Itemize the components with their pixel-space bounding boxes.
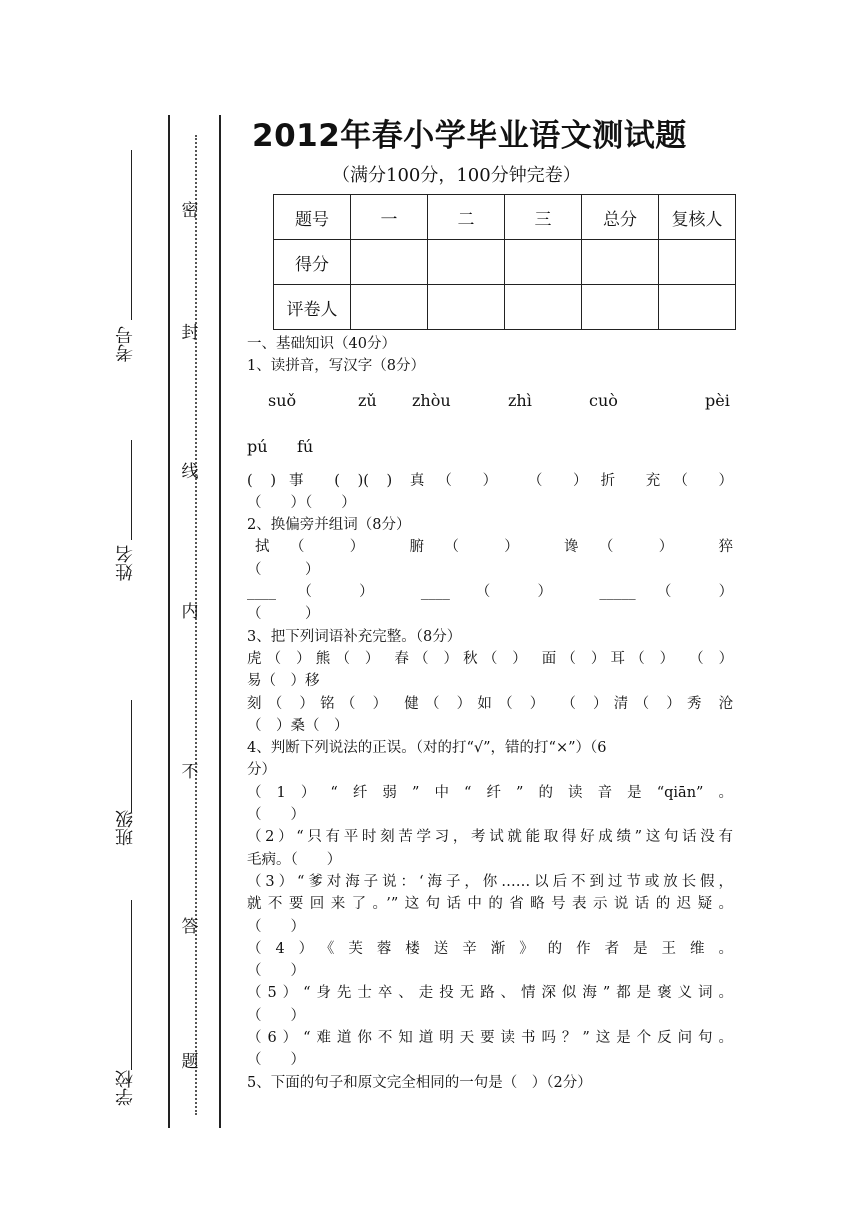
fill-text: 充（	[645, 472, 701, 489]
fill-text: ）熊（	[296, 650, 356, 667]
fill-text: 谗（	[564, 539, 634, 556]
fill-line	[131, 150, 132, 320]
fill-text: (	[247, 472, 253, 489]
fill-row: （ ）（ ）	[247, 494, 356, 511]
seal-char: 题	[181, 1052, 199, 1072]
fill-text: ）	[504, 539, 540, 556]
pinyin: pèi	[705, 390, 730, 410]
score-cell[interactable]	[582, 285, 659, 330]
fill-text: ）清（	[593, 695, 656, 712]
section-heading: 一、基础知识（40分）	[247, 336, 396, 352]
fill-text: ）	[482, 472, 511, 489]
fill-row	[247, 470, 733, 492]
score-cell[interactable]	[659, 240, 736, 285]
fill-text: （	[475, 584, 512, 601]
question-3: 3、把下列词语补充完整。（8分）	[247, 628, 462, 645]
answer-paren[interactable]: （ ）	[247, 807, 305, 824]
fill-text: 拭（	[255, 539, 325, 556]
fill-row: 易（ ）移	[247, 673, 320, 690]
fill-line	[131, 700, 132, 812]
fill-text: 健（	[404, 695, 446, 712]
fill-text: 真（	[409, 472, 465, 489]
fill-text: ____	[420, 584, 450, 601]
judgement-item: （1）“纤弱”中“纤”的读音是“qiān”。	[247, 784, 733, 801]
pinyin: cuò	[589, 390, 618, 410]
fill-row: （ ）	[247, 606, 320, 623]
fill-text: )(	[357, 472, 369, 489]
pinyin: suǒ	[268, 390, 297, 410]
score-cell[interactable]	[428, 285, 505, 330]
judgement-item-cont: 毛病。（ ）	[247, 851, 342, 868]
score-table	[273, 194, 736, 330]
pinyin: zhì	[508, 390, 532, 410]
table-cell: 一	[351, 195, 428, 240]
fill-text: ）铭（	[299, 695, 362, 712]
fill-row: （ ）桑（ ）	[247, 717, 349, 734]
score-cell[interactable]	[505, 285, 582, 330]
fill-text: ）	[372, 695, 394, 712]
fill-text: （	[527, 472, 556, 489]
fill-text: )事	[270, 472, 317, 489]
seal-char: 密	[181, 201, 199, 221]
fill-text: ）如（	[456, 695, 519, 712]
pinyin-row	[247, 378, 733, 424]
fill-text: )	[386, 472, 393, 489]
judgement-item: （6）“难道你不知道明天要读书吗？”这是个反问句。	[247, 1030, 733, 1047]
fill-text: 腑（	[409, 539, 480, 556]
seal-dotted-line	[195, 135, 197, 1115]
field-label: 学校	[115, 1070, 136, 1106]
table-row	[274, 195, 736, 240]
judgement-item: （5）“身先士卒、走投无路、情深似海”都是褒义词。	[247, 985, 733, 1002]
fill-row	[247, 648, 733, 670]
fill-text: ）	[537, 584, 574, 601]
fill-text: ）	[718, 650, 734, 667]
fill-text: 面（	[541, 650, 582, 667]
fill-text: ）	[718, 472, 734, 489]
answer-paren[interactable]: （ ）	[247, 918, 305, 935]
fill-text: (	[334, 472, 340, 489]
judgement-item: （4）《芙蓉楼送辛渐》的作者是王维。	[247, 940, 733, 957]
pinyin: fú	[297, 436, 314, 456]
fill-row	[247, 536, 733, 558]
pinyin: pú	[247, 436, 268, 456]
fill-text: ）	[512, 650, 532, 667]
fill-text: 春（	[394, 650, 434, 667]
fill-text: ）秀	[666, 695, 708, 712]
fill-text: ）耳（	[590, 650, 650, 667]
answer-paren[interactable]: （ ）	[247, 1052, 305, 1069]
table-cell: 二	[428, 195, 505, 240]
table-cell: 总分	[582, 195, 659, 240]
fill-text: _____（	[599, 584, 693, 601]
score-cell[interactable]	[505, 240, 582, 285]
seal-char: 不	[181, 762, 199, 782]
table-row	[274, 285, 736, 330]
score-cell[interactable]	[351, 285, 428, 330]
fill-text: ）折	[573, 472, 629, 489]
field-label: 班级	[115, 810, 136, 846]
fill-text: 沧	[718, 695, 734, 712]
seal-char: 内	[181, 602, 199, 622]
binding-line-inner	[219, 115, 221, 1128]
fill-text: ）	[364, 650, 385, 667]
fill-text: 刻（	[247, 695, 289, 712]
judgement-item: （3）“爹对海子说：‘海子，你……以后不到过节或放长假，	[247, 873, 733, 890]
page-subtitle: （满分100分，100分钟完卷）	[332, 165, 581, 186]
score-cell[interactable]	[582, 240, 659, 285]
table-cell: 复核人	[659, 195, 736, 240]
table-cell: 得分	[274, 240, 351, 285]
answer-paren[interactable]: （ ）	[247, 1007, 305, 1024]
seal-char: 答	[181, 917, 199, 937]
table-cell: 题号	[274, 195, 351, 240]
fill-text: 虎（	[247, 650, 287, 667]
score-cell[interactable]	[428, 240, 505, 285]
fill-row: （ ）	[247, 561, 320, 578]
field-label: 考号	[115, 326, 136, 362]
fill-text: （	[561, 695, 583, 712]
question-4-cont: 分）	[247, 762, 276, 779]
judgement-item-cont: 就不要回来了。’”这句话中的省略号表示说话的迟疑。	[247, 896, 733, 913]
field-label: 姓名	[115, 545, 136, 581]
fill-row	[247, 693, 733, 715]
question-4: 4、判断下列说法的正误。（对的打“√”，错的打“×”）（6	[247, 740, 607, 757]
fill-text: ）秋（	[443, 650, 503, 667]
fill-text: ____（	[247, 584, 334, 601]
score-cell[interactable]	[351, 240, 428, 285]
table-row	[274, 240, 736, 285]
fill-text: ）	[658, 539, 694, 556]
fill-text: （	[689, 650, 709, 667]
fill-text: 猝	[718, 539, 734, 556]
fill-text: ）	[529, 695, 551, 712]
fill-text: ）	[349, 539, 385, 556]
table-cell: 评卷人	[274, 285, 351, 330]
score-cell[interactable]	[659, 285, 736, 330]
fill-text: ）	[659, 650, 680, 667]
fill-row	[247, 581, 733, 603]
exam-content	[247, 333, 733, 1094]
binding-line-outer	[168, 115, 170, 1128]
fill-text: ）	[718, 584, 734, 601]
table-cell: 三	[505, 195, 582, 240]
question-5: 5、下面的句子和原文完全相同的一句是（ ）（2分）	[247, 1074, 592, 1091]
seal-char: 封	[181, 323, 199, 343]
judgement-item: （2）“只有平时刻苦学习，考试就能取得好成绩”这句话没有	[247, 829, 733, 846]
answer-paren[interactable]: （ ）	[247, 963, 305, 980]
fill-line	[131, 900, 132, 1070]
seal-char: 线	[181, 462, 199, 482]
fill-line	[131, 440, 132, 540]
fill-text: ）	[359, 584, 395, 601]
question-1: 1、读拼音，写汉字（8分）	[247, 358, 425, 375]
pinyin: zǔ	[358, 390, 377, 410]
pinyin: zhòu	[412, 390, 451, 410]
pinyin-row	[247, 424, 733, 470]
question-2: 2、换偏旁并组词（8分）	[247, 517, 411, 534]
page-title: 2012年春小学毕业语文测试题	[252, 118, 687, 154]
